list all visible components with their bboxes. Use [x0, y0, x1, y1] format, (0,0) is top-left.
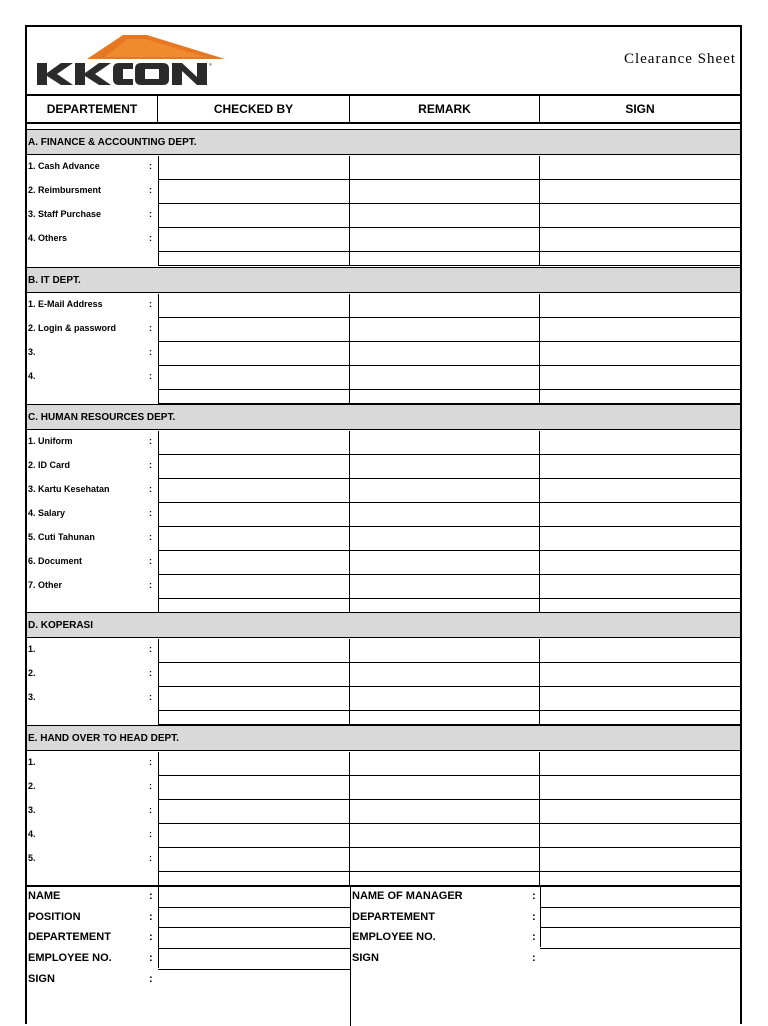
item-colon: : — [149, 436, 152, 446]
spacer-cell — [158, 711, 350, 725]
remark-field[interactable] — [350, 687, 540, 711]
remark-field[interactable] — [350, 180, 540, 204]
footer-input-divider — [540, 885, 541, 947]
item-label: 3. Staff Purchase — [28, 209, 102, 219]
remark-field[interactable] — [350, 228, 540, 252]
manager-field-label: EMPLOYEE NO. — [352, 931, 436, 944]
checked-by-field[interactable] — [158, 455, 350, 479]
checklist-row — [27, 776, 740, 800]
item-label: 2. — [28, 668, 36, 678]
spacer-cell — [350, 599, 540, 613]
checked-by-field[interactable] — [158, 663, 350, 687]
manager-field-colon: : — [532, 931, 536, 944]
item-colon: : — [149, 185, 152, 195]
spacer-cell — [158, 390, 350, 404]
sign-field[interactable] — [540, 663, 740, 687]
remark-field[interactable] — [350, 342, 540, 366]
sign-field[interactable] — [540, 156, 740, 180]
spacer-cell — [540, 872, 740, 886]
sign-field[interactable] — [540, 180, 740, 204]
sign-field[interactable] — [540, 342, 740, 366]
item-label: 2. Login & password — [28, 323, 117, 333]
checklist-row — [27, 551, 740, 575]
sign-field[interactable] — [540, 639, 740, 663]
item-colon: : — [149, 668, 152, 678]
remark-field[interactable] — [350, 639, 540, 663]
item-label: 4. Salary — [28, 508, 66, 518]
item-colon: : — [149, 508, 152, 518]
checked-by-field[interactable] — [158, 848, 350, 872]
item-colon: : — [149, 209, 152, 219]
sign-field[interactable] — [540, 294, 740, 318]
checklist-row — [27, 752, 740, 776]
checklist-row — [27, 800, 740, 824]
clearance-sheet — [25, 25, 742, 1024]
item-colon: : — [149, 853, 152, 863]
checklist-row — [27, 204, 740, 228]
section-header: C. HUMAN RESOURCES DEPT. — [27, 404, 740, 430]
item-label: 1. — [28, 757, 36, 767]
section-header: E. HAND OVER TO HEAD DEPT. — [27, 725, 740, 751]
sign-field[interactable] — [540, 527, 740, 551]
employee-field-label: EMPLOYEE NO. — [28, 952, 112, 965]
sign-field[interactable] — [540, 431, 740, 455]
item-label: 5. Cuti Tahunan — [28, 532, 95, 542]
manager-field-colon: : — [532, 952, 536, 965]
spacer-row — [27, 872, 740, 886]
employee-field-label: SIGN — [28, 972, 55, 985]
employee-field-input[interactable] — [158, 927, 350, 928]
checked-by-field[interactable] — [158, 639, 350, 663]
item-label: 3. — [28, 347, 36, 357]
section-header: A. FINANCE & ACCOUNTING DEPT. — [27, 129, 740, 155]
spacer-cell — [540, 252, 740, 266]
employee-field-colon: : — [149, 910, 153, 923]
sign-field[interactable] — [540, 776, 740, 800]
remark-field[interactable] — [350, 551, 540, 575]
checklist-row — [27, 639, 740, 663]
page-title: Clearance Sheet — [623, 51, 736, 67]
employee-field-colon: : — [149, 890, 153, 902]
sign-field[interactable] — [540, 318, 740, 342]
item-colon: : — [149, 347, 152, 357]
checked-by-field[interactable] — [158, 156, 350, 180]
checklist-row — [27, 824, 740, 848]
manager-field-colon: : — [532, 890, 536, 902]
checklist-row — [27, 479, 740, 503]
checked-by-field[interactable] — [158, 204, 350, 228]
remark-field[interactable] — [350, 527, 540, 551]
manager-field-input[interactable] — [540, 948, 740, 949]
remark-field[interactable] — [350, 204, 540, 228]
spacer-cell — [350, 390, 540, 404]
employee-field-label: NAME — [28, 890, 61, 902]
remark-field[interactable] — [350, 824, 540, 848]
checklist-row — [27, 663, 740, 687]
checked-by-field[interactable] — [158, 776, 350, 800]
item-colon: : — [149, 757, 152, 767]
checked-by-field[interactable] — [158, 180, 350, 204]
spacer-cell — [350, 711, 540, 725]
footer-divider — [27, 885, 740, 887]
sign-field[interactable] — [540, 479, 740, 503]
checklist-row — [27, 342, 740, 366]
employee-field-colon: : — [149, 931, 153, 944]
item-label: 3. — [28, 805, 36, 815]
manager-field-label: NAME OF MANAGER — [352, 890, 463, 902]
manager-field-colon: : — [532, 910, 536, 923]
spacer-cell — [158, 252, 350, 266]
spacer-cell — [350, 872, 540, 886]
item-colon: : — [149, 299, 152, 309]
item-colon: : — [149, 371, 152, 381]
sheet-header — [27, 27, 740, 94]
checked-by-field[interactable] — [158, 318, 350, 342]
item-colon: : — [149, 323, 152, 333]
kkcon-logo — [35, 33, 227, 89]
checked-by-field[interactable] — [158, 527, 350, 551]
checklist-row — [27, 455, 740, 479]
checklist-row — [27, 180, 740, 204]
checked-by-field[interactable] — [158, 294, 350, 318]
manager-field-label: DEPARTEMENT — [352, 910, 435, 923]
checklist-row — [27, 294, 740, 318]
item-label: 3. Kartu Kesehatan — [28, 484, 110, 494]
checklist-row — [27, 228, 740, 252]
item-label: 1. Uniform — [28, 436, 73, 446]
checked-by-field[interactable] — [158, 228, 350, 252]
sign-field[interactable] — [540, 228, 740, 252]
employee-field-colon: : — [149, 952, 153, 965]
footer-column-divider — [350, 885, 351, 1026]
item-label: 2. Reimbursment — [28, 185, 102, 195]
remark-field[interactable] — [350, 156, 540, 180]
checked-by-field[interactable] — [158, 366, 350, 390]
item-colon: : — [149, 532, 152, 542]
item-label: 1. E-Mail Address — [28, 299, 103, 309]
checked-by-field[interactable] — [158, 752, 350, 776]
item-label: 4. Others — [28, 233, 68, 243]
item-label: 3. — [28, 692, 36, 702]
spacer-cell — [158, 872, 350, 886]
remark-field[interactable] — [350, 503, 540, 527]
sign-field[interactable] — [540, 204, 740, 228]
item-colon: : — [149, 556, 152, 566]
spacer-cell — [540, 390, 740, 404]
remark-field[interactable] — [350, 318, 540, 342]
item-label: 1. — [28, 644, 36, 654]
item-label: 4. — [28, 829, 36, 839]
svg-text:®: ® — [209, 62, 212, 67]
remark-field[interactable] — [350, 431, 540, 455]
item-colon: : — [149, 781, 152, 791]
item-colon: : — [149, 644, 152, 654]
remark-field[interactable] — [350, 575, 540, 599]
item-label: 7. Other — [28, 580, 63, 590]
checklist-row — [27, 848, 740, 872]
item-colon: : — [149, 829, 152, 839]
checked-by-field[interactable] — [158, 342, 350, 366]
checklist-row — [27, 503, 740, 527]
sign-field[interactable] — [540, 800, 740, 824]
sign-field[interactable] — [540, 575, 740, 599]
checked-by-field[interactable] — [158, 800, 350, 824]
spacer-cell — [350, 252, 540, 266]
spacer-row — [27, 390, 740, 404]
remark-field[interactable] — [350, 294, 540, 318]
manager-field-label: SIGN — [352, 952, 379, 965]
manager-field-input[interactable] — [540, 927, 740, 928]
spacer-row — [27, 711, 740, 725]
checklist-row — [27, 431, 740, 455]
employee-field-input[interactable] — [158, 948, 350, 949]
checklist-row — [27, 156, 740, 180]
remark-field[interactable] — [350, 800, 540, 824]
employee-field-label: DEPARTEMENT — [28, 931, 111, 944]
checked-by-field[interactable] — [158, 503, 350, 527]
checked-by-field[interactable] — [158, 824, 350, 848]
checked-by-field[interactable] — [158, 575, 350, 599]
sign-field[interactable] — [540, 503, 740, 527]
spacer-row — [27, 252, 740, 266]
column-checked-by: CHECKED BY — [158, 96, 350, 122]
remark-field[interactable] — [350, 479, 540, 503]
column-remark: REMARK — [350, 96, 540, 122]
remark-field[interactable] — [350, 776, 540, 800]
column-departement: DEPARTEMENT — [27, 96, 158, 122]
item-label: 2. — [28, 781, 36, 791]
checked-by-field[interactable] — [158, 687, 350, 711]
item-colon: : — [149, 460, 152, 470]
checklist-row — [27, 366, 740, 390]
checked-by-field[interactable] — [158, 431, 350, 455]
spacer-cell — [158, 599, 350, 613]
remark-field[interactable] — [350, 366, 540, 390]
item-colon: : — [149, 484, 152, 494]
employee-field-colon: : — [149, 972, 153, 985]
checked-by-field[interactable] — [158, 479, 350, 503]
item-label: 6. Document — [28, 556, 83, 566]
item-label: 2. ID Card — [28, 460, 71, 470]
sign-field[interactable] — [540, 752, 740, 776]
item-label: 1. Cash Advance — [28, 161, 100, 171]
employee-field-input[interactable] — [158, 969, 350, 970]
checklist-row — [27, 318, 740, 342]
spacer-row — [27, 599, 740, 613]
sign-field[interactable] — [540, 366, 740, 390]
remark-field[interactable] — [350, 663, 540, 687]
column-sign: SIGN — [625, 102, 655, 116]
manager-field-input[interactable] — [540, 907, 740, 908]
sign-field[interactable] — [540, 848, 740, 872]
checklist-row — [27, 527, 740, 551]
sign-field[interactable] — [540, 455, 740, 479]
checklist-row — [27, 575, 740, 599]
remark-field[interactable] — [350, 848, 540, 872]
remark-field[interactable] — [350, 455, 540, 479]
sign-field[interactable] — [540, 687, 740, 711]
item-label: 5. — [28, 853, 36, 863]
section-header: B. IT DEPT. — [27, 267, 740, 293]
section-header: D. KOPERASI — [27, 612, 740, 638]
footer-input-divider — [158, 885, 159, 968]
item-colon: : — [149, 692, 152, 702]
item-colon: : — [149, 805, 152, 815]
sign-field[interactable] — [540, 824, 740, 848]
spacer-cell — [540, 599, 740, 613]
column-header-row — [27, 94, 740, 124]
employee-field-label: POSITION — [28, 910, 81, 923]
checklist-row — [27, 687, 740, 711]
item-colon: : — [149, 580, 152, 590]
sign-field[interactable] — [540, 551, 740, 575]
checked-by-field[interactable] — [158, 551, 350, 575]
item-colon: : — [149, 161, 152, 171]
spacer-cell — [540, 711, 740, 725]
remark-field[interactable] — [350, 752, 540, 776]
item-colon: : — [149, 233, 152, 243]
item-label: 4. — [28, 371, 36, 381]
employee-field-input[interactable] — [158, 907, 350, 908]
